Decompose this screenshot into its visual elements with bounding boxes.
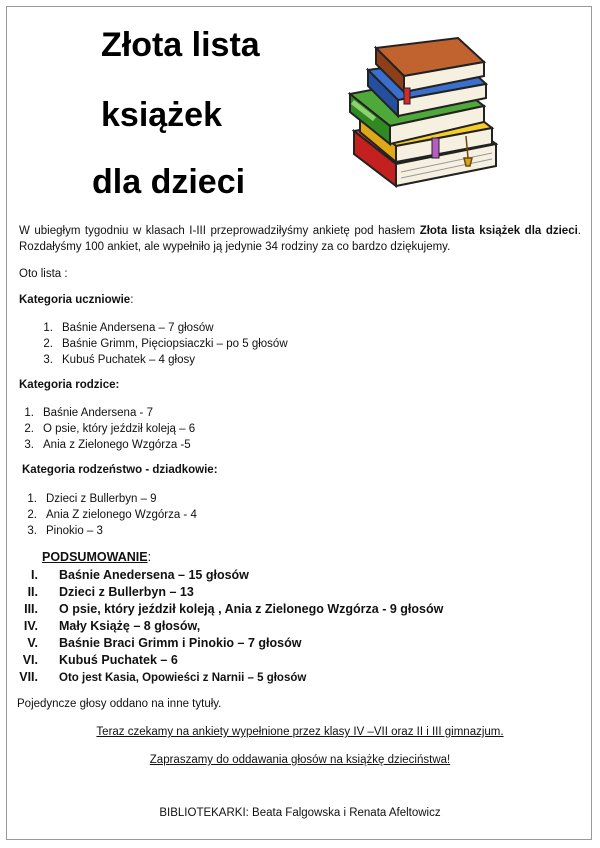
red-bookmark-icon — [404, 88, 410, 104]
category-list-parents — [21, 405, 195, 453]
category-heading-students-label: Kategoria uczniowie — [19, 294, 131, 306]
summary-item-text: Dzieci z Bullerbyn – 13 — [59, 585, 194, 599]
list-item — [21, 421, 195, 437]
intro-text-1: W ubiegłym tygodniu w klasach I-III przeprowadziłyśmy ankietę pod hasłem — [19, 225, 420, 237]
summary-item — [14, 567, 443, 584]
list-item-number: 1. — [43, 322, 53, 334]
category-heading-siblings-grandparents: Kategoria rodzeństwo - dziadkowie: — [22, 464, 218, 476]
summary-item-text: O psie, który jeździł koleją , Ania z Zielonego Wzgórza - 9 głosów — [59, 602, 444, 616]
list-item — [40, 320, 288, 336]
list-item — [21, 405, 195, 421]
summary-item — [14, 601, 443, 618]
title-line-2: książek — [101, 96, 222, 134]
summary-item-text: Oto jest Kasia, Opowieści z Narnii – 5 głosów — [59, 672, 307, 684]
summary-item-number: II. — [27, 585, 38, 599]
category-heading-students — [19, 294, 133, 306]
category-heading-students-colon: : — [130, 294, 134, 306]
list-item-text: Ania Z zielonego Wzgórza - 4 — [46, 509, 197, 521]
category-list-students — [40, 320, 288, 368]
list-item-text: Dzieci z Bullerbyn – 9 — [46, 493, 157, 505]
list-item — [24, 491, 197, 507]
list-item — [40, 352, 288, 368]
summary-item-number: IV. — [23, 619, 38, 633]
summary-item — [14, 669, 443, 686]
list-item-number: 3. — [43, 354, 53, 366]
title-line-3: dla dzieci — [92, 163, 246, 201]
list-item — [24, 507, 197, 523]
summary-heading — [42, 550, 151, 564]
librarians-footer: BIBLIOTEKARKI: Beata Falgowska i Renata Afeltowicz — [159, 807, 441, 819]
summary-item-number: I. — [31, 568, 38, 582]
list-item-number: 3. — [27, 525, 37, 537]
list-item-text: Baśnie Andersena – 7 głosów — [62, 322, 214, 334]
summary-item-text: Baśnie Anedersena – 15 głosów — [59, 568, 249, 582]
list-item-text: Baśnie Grimm, Pięciopsiaczki – po 5 głosów — [62, 338, 288, 350]
summary-item-number: VI. — [22, 653, 38, 667]
summary-item-text: Kubuś Puchatek – 6 — [59, 653, 178, 667]
purple-bookmark-icon — [432, 138, 439, 158]
single-votes-note: Pojedyncze głosy oddano na inne tytuły. — [17, 698, 222, 710]
list-item-number: 3. — [24, 439, 34, 451]
category-list-siblings-grandparents — [24, 491, 197, 539]
intro-survey-name: Złota lista książek dla dzieci — [419, 225, 578, 237]
list-item — [40, 336, 288, 352]
books-stack-illustration — [346, 36, 506, 201]
summary-item-number: VII. — [19, 670, 38, 684]
list-item-text: Kubuś Puchatek – 4 głosy — [62, 354, 195, 366]
summary-heading-colon: : — [147, 550, 152, 564]
summary-item — [14, 652, 443, 669]
intro-paragraph — [19, 223, 581, 255]
summary-item-text: Mały Książę – 8 głosów, — [59, 619, 201, 633]
list-item — [24, 523, 197, 539]
waiting-announcement: Teraz czekamy na ankiety wypełnione przez klasy IV –VII oraz II i III gimnazjum. — [96, 726, 504, 738]
list-item-text: Pinokio – 3 — [46, 525, 103, 537]
list-item-number: 2. — [27, 509, 37, 521]
list-item-number: 1. — [24, 407, 34, 419]
summary-list — [14, 567, 443, 686]
title-line-1: Złota lista — [101, 26, 260, 64]
list-item-text: Baśnie Andersena - 7 — [43, 407, 153, 419]
summary-item — [14, 584, 443, 601]
list-item-number: 2. — [43, 338, 53, 350]
list-intro: Oto lista : — [19, 268, 68, 280]
summary-item-number: III. — [24, 602, 38, 616]
summary-item-number: V. — [27, 636, 38, 650]
summary-heading-label: PODSUMOWANIE — [42, 550, 148, 564]
summary-item — [14, 635, 443, 652]
list-item-number: 1. — [27, 493, 37, 505]
list-item — [21, 437, 195, 453]
list-item-text: Ania z Zielonego Wzgórza -5 — [43, 439, 191, 451]
invitation-line: Zapraszamy do oddawania głosów na książkę dzieciństwa! — [149, 754, 451, 766]
summary-item — [14, 618, 443, 635]
list-item-number: 2. — [24, 423, 34, 435]
list-item-text: O psie, który jeździł koleją – 6 — [43, 423, 196, 435]
intro-text-2: . Rozdałyśmy 100 ankiet, ale wypełniło ją jedynie 34 rodziny za co bardzo dziękujemy. — [19, 225, 581, 253]
summary-item-text: Baśnie Braci Grimm i Pinokio – 7 głosów — [59, 636, 302, 650]
category-heading-parents: Kategoria rodzice: — [19, 379, 120, 391]
